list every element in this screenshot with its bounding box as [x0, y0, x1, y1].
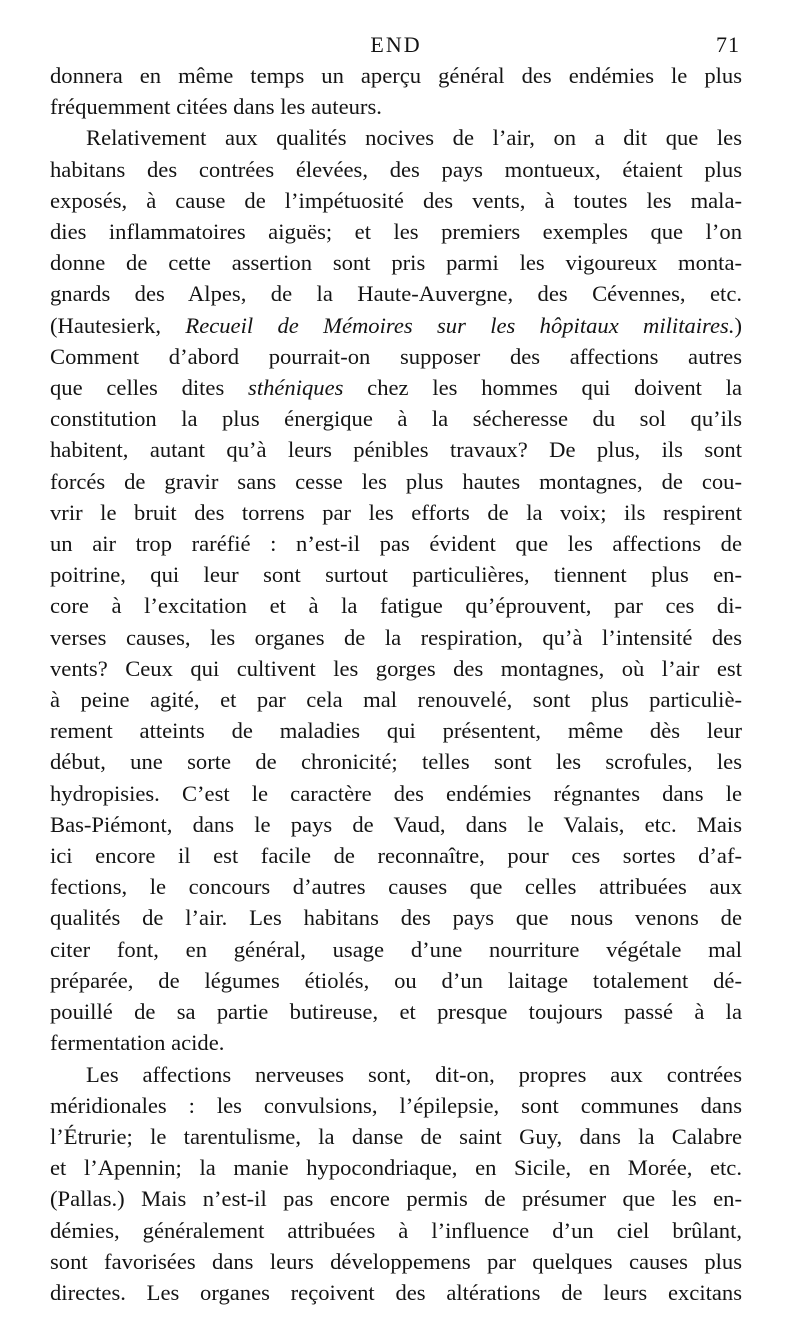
text-segment: que celles dites: [50, 375, 249, 401]
text-line-with-emphasis: [50, 372, 742, 403]
text-line: exposés, à cause de l’impétuosité des vents, à toutes les mala-: [50, 187, 742, 213]
text-line: citer font, en général, usage d’une nourriture végétale mal: [50, 936, 742, 962]
text-line: vrir le bruit des torrens par les efforts de la voix; ils respirent: [50, 499, 742, 525]
text-line: ici encore il est facile de reconnaître, pour ces sortes d’af-: [50, 843, 742, 869]
citation-title: Recueil de Mémoires sur les hôpitaux militaires.: [185, 312, 735, 338]
text-line: sont favorisées dans leurs développemens par quelques causes plus: [50, 1248, 742, 1274]
paragraph-2: [50, 122, 742, 1058]
text-line: fermentation acide.: [50, 1030, 225, 1056]
paragraph-1: [50, 60, 742, 122]
text-line: Bas-Piémont, dans le pays de Vaud, dans le Valais, etc. Mais: [50, 811, 742, 837]
text-line: Relativement aux qualités nocives de l’air, on a dit que les: [86, 125, 742, 151]
emphasis-term: sthéniques: [248, 375, 344, 401]
text-line: qualités de l’air. Les habitans des pays que nous venons de: [50, 905, 742, 931]
text-line: habitans des contrées élevées, des pays montueux, étaient plus: [50, 156, 742, 182]
text-line: fections, le concours d’autres causes que celles attribuées aux: [50, 874, 742, 900]
paragraph-3: [50, 1059, 742, 1309]
page-header: [50, 30, 742, 60]
body-text: [50, 60, 742, 1308]
text-line: à peine agité, et par cela mal renouvelé, sont plus particuliè-: [50, 687, 742, 713]
book-page: [50, 30, 742, 1308]
text-segment: (Hautesierk,: [50, 312, 186, 338]
text-line: forcés de gravir sans cesse les plus hautes montagnes, de cou-: [50, 468, 742, 494]
text-segment: ): [734, 312, 743, 338]
text-line: début, une sorte de chronicité; telles sont les scrofules, les: [50, 749, 742, 775]
text-line: Comment d’abord pourrait-on supposer des affections autres: [50, 343, 742, 369]
text-line: donnera en même temps un aperçu général des endémies le plus: [50, 63, 742, 88]
text-line-with-citation: [50, 310, 742, 341]
text-line: habitent, autant qu’à leurs pénibles travaux? De plus, ils sont: [50, 437, 742, 463]
text-line: rement atteints de maladies qui présentent, même dès leur: [50, 718, 742, 744]
text-line: constitution la plus énergique à la sécheresse du sol qu’ils: [50, 406, 742, 432]
text-line: démies, généralement attribuées à l’influence d’un ciel brûlant,: [50, 1217, 742, 1243]
text-line: directes. Les organes reçoivent des altérations de leurs excitans: [50, 1279, 742, 1305]
text-line: méridionales : les convulsions, l’épilepsie, sont communes dans: [50, 1092, 742, 1118]
page-number: 71: [716, 32, 740, 57]
text-line: pouillé de sa partie butireuse, et presque toujours passé à la: [50, 999, 742, 1025]
text-line: Les affections nerveuses sont, dit-on, propres aux contrées: [86, 1061, 742, 1087]
text-line: donne de cette assertion sont pris parmi les vigoureux monta-: [50, 250, 742, 276]
text-line: préparée, de légumes étiolés, ou d’un laitage totalement dé-: [50, 967, 742, 993]
text-line: dies inflammatoires aiguës; et les premiers exemples que l’on: [50, 219, 742, 245]
text-line: l’Étrurie; le tarentulisme, la danse de saint Guy, dans la Calabre: [50, 1123, 742, 1149]
text-line: et l’Apennin; la manie hypocondriaque, en Sicile, en Morée, etc.: [50, 1155, 742, 1181]
text-segment: chez les hommes qui doivent la: [343, 375, 742, 401]
text-line: hydropisies. C’est le caractère des endémies régnantes dans le: [50, 780, 742, 806]
text-line: gnards des Alpes, de la Haute-Auvergne, des Cévennes, etc.: [50, 281, 742, 307]
text-line: fréquemment citées dans les auteurs.: [50, 94, 382, 120]
text-line: (Pallas.) Mais n’est-il pas encore permis de présumer que les en-: [50, 1186, 742, 1212]
text-line: core à l’excitation et à la fatigue qu’éprouvent, par ces di-: [50, 593, 742, 619]
text-line: poitrine, qui leur sont surtout particulières, tiennent plus en-: [50, 562, 742, 588]
text-line: un air trop raréfié : n’est-il pas évident que les affections de: [50, 531, 742, 557]
text-line: verses causes, les organes de la respiration, qu’à l’intensité des: [50, 624, 742, 650]
text-line: vents? Ceux qui cultivent les gorges des montagnes, où l’air est: [50, 655, 742, 681]
running-head: END: [370, 32, 422, 57]
